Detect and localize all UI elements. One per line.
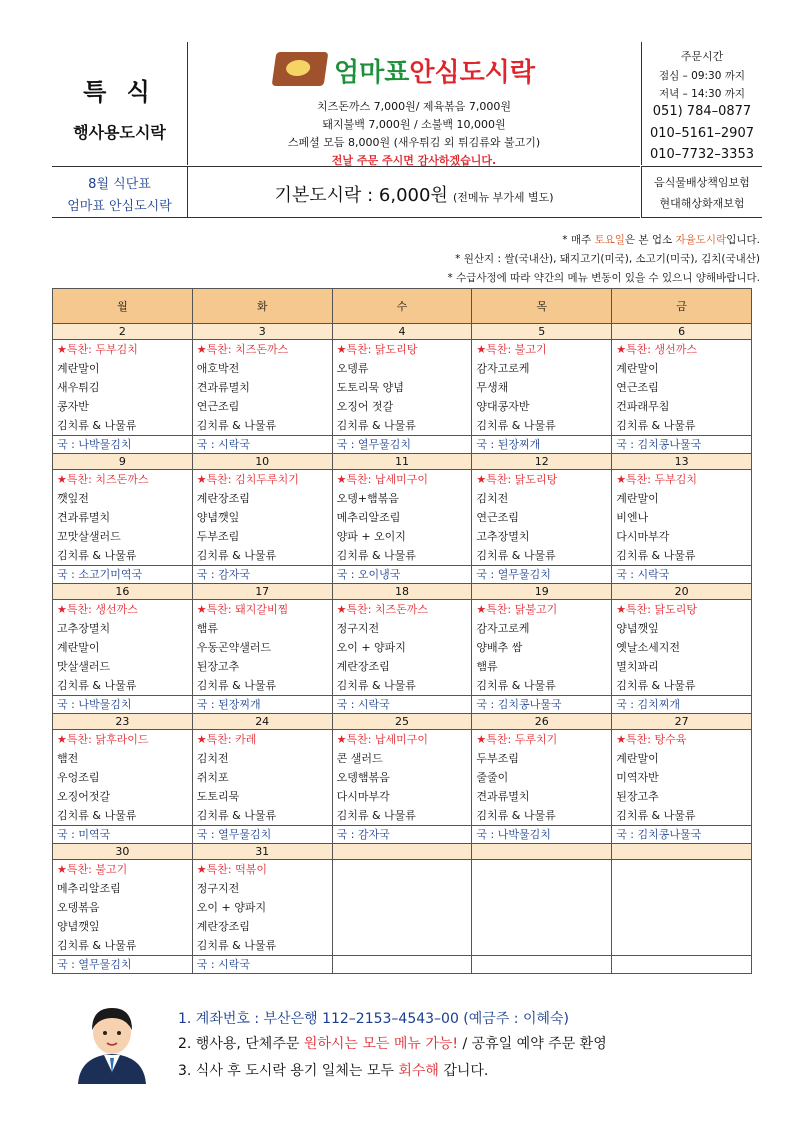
soup-cell: 국 : 김치찌개 bbox=[612, 696, 752, 714]
special-dish: ★특찬: 두루치기 bbox=[476, 733, 558, 746]
side-dish: 감자고로케 bbox=[476, 622, 530, 635]
header-left-box bbox=[52, 42, 188, 165]
special-dish: ★특찬: 납세미구이 bbox=[336, 473, 429, 486]
soup-cell bbox=[612, 956, 752, 974]
side-dish: 김치류 & 나물류 bbox=[336, 549, 416, 562]
side-dish: 김치전 bbox=[476, 492, 509, 505]
menu-cell bbox=[53, 470, 193, 566]
menu-cell bbox=[472, 470, 612, 566]
menu-cell bbox=[472, 730, 612, 826]
menu-cell bbox=[332, 600, 472, 696]
soup-row bbox=[53, 826, 752, 844]
side-dish: 김치류 & 나물류 bbox=[616, 809, 696, 822]
side-dish: 다시마부각 bbox=[336, 790, 390, 803]
side-dish: 감자고로케 bbox=[476, 362, 530, 375]
dinner-deadline: 저녁 – 14:30 까지 bbox=[658, 88, 746, 100]
date-cell bbox=[612, 844, 752, 860]
special-dish: ★특찬: 닭불고기 bbox=[476, 603, 558, 616]
soup-cell bbox=[472, 956, 612, 974]
menu-cell bbox=[53, 860, 193, 956]
month-label-box bbox=[52, 166, 188, 218]
side-dish: 양배추 쌈 bbox=[476, 641, 523, 654]
side-dish bbox=[337, 917, 472, 936]
side-dish: 계란장조림 bbox=[196, 920, 250, 933]
menu-cell bbox=[612, 340, 752, 436]
menu-cell bbox=[612, 730, 752, 826]
special-dish: ★특찬: 생선까스 bbox=[616, 343, 698, 356]
soup-cell: 국 : 나박물김치 bbox=[53, 436, 193, 454]
side-dish: 오뎅볶음 bbox=[57, 901, 100, 914]
group-order-line: 2. 행사용, 단체주문 원하시는 모든 메뉴 가능! / 공휴일 예약 주문 환영 bbox=[178, 1036, 607, 1052]
soup-cell: 국 : 된장찌개 bbox=[472, 436, 612, 454]
bank-account-line: 1. 계좌번호 : 부산은행 112–2153–4543–00 (예금주 : 이혜숙) bbox=[178, 1011, 569, 1027]
side-dish: 김치류 & 나물류 bbox=[336, 679, 416, 692]
weekday-header-row bbox=[53, 289, 752, 324]
soup-cell: 국 : 열무물김치 bbox=[472, 566, 612, 584]
date-cell: 3 bbox=[192, 324, 332, 340]
side-dish: 도토리묵 bbox=[196, 790, 240, 803]
soup-row bbox=[53, 696, 752, 714]
soup-row bbox=[53, 436, 752, 454]
side-dish: 김치류 & 나물류 bbox=[57, 549, 137, 562]
side-dish: 멸치꽈리 bbox=[616, 660, 659, 673]
side-dish: 미역자반 bbox=[616, 771, 659, 784]
side-dish: 김치류 & 나물류 bbox=[196, 549, 277, 562]
soup-cell: 국 : 시락국 bbox=[192, 436, 332, 454]
soup-cell: 국 : 된장찌개 bbox=[192, 696, 332, 714]
side-dish bbox=[337, 898, 472, 917]
side-dish: 오징어 젓갈 bbox=[336, 400, 394, 413]
menu-cell bbox=[332, 730, 472, 826]
date-cell: 2 bbox=[53, 324, 193, 340]
date-cell: 25 bbox=[332, 714, 472, 730]
date-row bbox=[53, 584, 752, 600]
side-dish bbox=[616, 879, 751, 898]
soup-cell: 국 : 미역국 bbox=[53, 826, 193, 844]
special-dish: ★특찬: 카레 bbox=[196, 733, 257, 746]
soup-cell: 국 : 김치콩나물국 bbox=[612, 436, 752, 454]
special-dish bbox=[337, 860, 472, 879]
side-dish bbox=[616, 898, 751, 917]
side-dish: 김치류 & 나물류 bbox=[616, 549, 696, 562]
note-menu-change: * 수급사정에 따라 약간의 메뉴 변동이 있을 수 있으니 양해바랍니다. bbox=[447, 272, 760, 284]
date-row bbox=[53, 454, 752, 470]
side-dish bbox=[616, 936, 751, 955]
special-dish bbox=[616, 860, 751, 879]
special-dish: ★특찬: 두부김치 bbox=[57, 343, 138, 356]
menu-cell bbox=[53, 600, 193, 696]
special-dish: ★특찬: 김치두루치기 bbox=[196, 473, 299, 486]
menu-cell bbox=[332, 340, 472, 436]
side-dish: 김치류 & 나물류 bbox=[196, 679, 277, 692]
side-dish: 콘 샐러드 bbox=[336, 752, 383, 765]
menu-row bbox=[53, 860, 752, 956]
side-dish: 애호박전 bbox=[196, 362, 240, 375]
side-dish bbox=[476, 898, 611, 917]
special-dish: ★특찬: 탕수육 bbox=[616, 733, 687, 746]
date-cell: 11 bbox=[332, 454, 472, 470]
side-dish: 양파 + 오이지 bbox=[336, 530, 406, 543]
phone-2: 010–5161–2907 bbox=[650, 126, 754, 141]
date-cell: 27 bbox=[612, 714, 752, 730]
side-dish: 계란장조림 bbox=[196, 492, 250, 505]
side-dish: 깻잎전 bbox=[57, 492, 89, 505]
menu-cell bbox=[612, 470, 752, 566]
date-cell bbox=[332, 844, 472, 860]
container-collect-line: 3. 식사 후 도시락 용기 일체는 모두 회수해 갑니다. bbox=[178, 1063, 489, 1079]
side-dish: 콩자반 bbox=[57, 400, 89, 413]
side-dish: 정구지전 bbox=[196, 882, 240, 895]
menu-cell bbox=[472, 860, 612, 956]
side-dish: 고추장멸치 bbox=[57, 622, 111, 635]
special-dish: ★특찬: 치즈돈까스 bbox=[336, 603, 429, 616]
date-cell: 20 bbox=[612, 584, 752, 600]
header-right-box bbox=[641, 42, 762, 165]
side-dish: 계란말이 bbox=[616, 362, 659, 375]
side-dish: 연근조림 bbox=[616, 381, 659, 394]
side-dish: 다시마부각 bbox=[616, 530, 670, 543]
menu-cell bbox=[612, 600, 752, 696]
brand-name: 엄마표 안심도시락 bbox=[67, 199, 172, 214]
special-dish: ★특찬: 닭도리탕 bbox=[616, 603, 698, 616]
special-dish: ★특찬: 치즈돈까스 bbox=[57, 473, 149, 486]
side-dish: 계란말이 bbox=[57, 362, 100, 375]
soup-cell: 국 : 시락국 bbox=[332, 696, 472, 714]
side-dish: 오징어젓갈 bbox=[57, 790, 111, 803]
menu-row bbox=[53, 340, 752, 436]
soup-cell: 국 : 나박물김치 bbox=[53, 696, 193, 714]
date-row bbox=[53, 714, 752, 730]
side-dish: 맛살샐러드 bbox=[57, 660, 111, 673]
side-dish: 햄류 bbox=[196, 622, 219, 635]
side-dish: 김치류 & 나물류 bbox=[336, 809, 416, 822]
soup-cell: 국 : 시락국 bbox=[612, 566, 752, 584]
brand-logo bbox=[274, 48, 564, 90]
date-cell: 4 bbox=[332, 324, 472, 340]
side-dish: 우동곤약샐러드 bbox=[196, 641, 272, 654]
side-dish: 오뎅햄볶음 bbox=[336, 771, 390, 784]
soup-cell: 국 : 열무물김치 bbox=[192, 826, 332, 844]
side-dish: 견과류멸치 bbox=[476, 790, 530, 803]
side-dish: 오이 + 양파지 bbox=[336, 641, 406, 654]
date-row bbox=[53, 844, 752, 860]
date-cell: 5 bbox=[472, 324, 612, 340]
date-cell: 26 bbox=[472, 714, 612, 730]
side-dish bbox=[337, 879, 472, 898]
special-dish: ★특찬: 불고기 bbox=[57, 863, 128, 876]
side-dish bbox=[476, 936, 611, 955]
special-dish: ★특찬: 납세미구이 bbox=[336, 733, 429, 746]
price-line-3: 스페셜 모듬 8,000원 (새우튀김 외 튀김류와 불고기) bbox=[287, 136, 541, 149]
menu-row bbox=[53, 470, 752, 566]
side-dish bbox=[616, 917, 751, 936]
insurance-line-1: 음식물배상책임보험 bbox=[654, 176, 750, 189]
date-cell: 24 bbox=[192, 714, 332, 730]
soup-cell: 국 : 감자국 bbox=[192, 566, 332, 584]
date-cell: 18 bbox=[332, 584, 472, 600]
side-dish bbox=[476, 879, 611, 898]
vat-note: (전메뉴 부가세 별도) bbox=[452, 191, 554, 204]
side-dish: 정구지전 bbox=[336, 622, 380, 635]
menu-cell bbox=[612, 860, 752, 956]
side-dish: 김치류 & 나물류 bbox=[336, 419, 416, 432]
date-cell: 13 bbox=[612, 454, 752, 470]
side-dish: 연근조림 bbox=[196, 400, 240, 413]
side-dish: 계란장조림 bbox=[336, 660, 390, 673]
side-dish: 계란말이 bbox=[616, 492, 659, 505]
side-dish: 된장고추 bbox=[616, 790, 659, 803]
order-time-title: 주문시간 bbox=[680, 50, 724, 63]
special-dish: ★특찬: 닭도리탕 bbox=[336, 343, 418, 356]
side-dish: 김치류 & 나물류 bbox=[476, 809, 556, 822]
weekday-wed: 수 bbox=[332, 289, 472, 324]
menu-calendar bbox=[52, 288, 752, 974]
side-dish: 양념깻잎 bbox=[57, 920, 100, 933]
side-dish: 메추리알조림 bbox=[336, 511, 401, 524]
lunch-deadline: 점심 – 09:30 까지 bbox=[658, 70, 746, 82]
side-dish: 김치류 & 나물류 bbox=[57, 679, 137, 692]
side-dish: 비엔나 bbox=[616, 511, 649, 524]
side-dish: 무생채 bbox=[476, 381, 509, 394]
side-dish: 계란말이 bbox=[57, 641, 100, 654]
soup-cell bbox=[332, 956, 472, 974]
side-dish: 김치류 & 나물류 bbox=[57, 939, 137, 952]
soup-cell: 국 : 시락국 bbox=[192, 956, 332, 974]
special-dish: ★특찬: 치즈돈까스 bbox=[196, 343, 289, 356]
menu-cell bbox=[53, 730, 193, 826]
weekday-thu: 목 bbox=[472, 289, 612, 324]
side-dish: 김치류 & 나물류 bbox=[196, 939, 277, 952]
special-dish: ★특찬: 두부김치 bbox=[616, 473, 698, 486]
soup-cell: 국 : 소고기미역국 bbox=[53, 566, 193, 584]
side-dish: 옛날소세지전 bbox=[616, 641, 680, 654]
date-cell: 19 bbox=[472, 584, 612, 600]
date-cell bbox=[472, 844, 612, 860]
menu-cell bbox=[332, 860, 472, 956]
soup-cell: 국 : 오이냉국 bbox=[332, 566, 472, 584]
side-dish bbox=[337, 936, 472, 955]
side-dish: 김치전 bbox=[196, 752, 229, 765]
insurance-box bbox=[641, 166, 762, 218]
special-dish: ★특찬: 떡볶이 bbox=[196, 863, 267, 876]
soup-cell: 국 : 열무물김치 bbox=[53, 956, 193, 974]
phone-1: 051) 784–0877 bbox=[652, 104, 752, 119]
side-dish: 김치류 & 나물류 bbox=[616, 679, 696, 692]
side-dish: 햄류 bbox=[476, 660, 498, 673]
side-dish: 두부조림 bbox=[196, 530, 240, 543]
side-dish: 견과류멸치 bbox=[196, 381, 250, 394]
side-dish: 양념깻잎 bbox=[616, 622, 659, 635]
menu-cell bbox=[192, 600, 332, 696]
date-cell: 12 bbox=[472, 454, 612, 470]
phone-3: 010–7732–3353 bbox=[650, 147, 754, 162]
soup-cell: 국 : 나박물김치 bbox=[472, 826, 612, 844]
date-cell: 31 bbox=[192, 844, 332, 860]
side-dish: 우엉조림 bbox=[57, 771, 100, 784]
menu-cell bbox=[472, 600, 612, 696]
basic-price-box bbox=[188, 166, 640, 218]
side-dish: 연근조림 bbox=[476, 511, 519, 524]
lunchbox-icon bbox=[272, 52, 329, 86]
special-title: 특 식 bbox=[83, 78, 156, 106]
date-row bbox=[53, 324, 752, 340]
side-dish: 새우튀김 bbox=[57, 381, 100, 394]
menu-cell bbox=[192, 730, 332, 826]
side-dish: 양념깻잎 bbox=[196, 511, 240, 524]
menu-cell bbox=[332, 470, 472, 566]
weekday-fri: 금 bbox=[612, 289, 752, 324]
special-dish: ★특찬: 닭도리탕 bbox=[476, 473, 558, 486]
side-dish: 양대콩자반 bbox=[476, 400, 530, 413]
side-dish: 김치류 & 나물류 bbox=[57, 419, 137, 432]
date-cell: 30 bbox=[53, 844, 193, 860]
menu-cell bbox=[192, 860, 332, 956]
month-menu-title: 8월 식단표 bbox=[88, 177, 151, 192]
side-dish: 김치류 & 나물류 bbox=[476, 549, 556, 562]
side-dish: 줄줄이 bbox=[476, 771, 509, 784]
event-lunchbox-label: 행사용도시락 bbox=[73, 123, 166, 142]
side-dish: 고추장멸치 bbox=[476, 530, 530, 543]
side-dish: 두부조림 bbox=[476, 752, 519, 765]
weekday-mon: 월 bbox=[53, 289, 193, 324]
soup-row bbox=[53, 566, 752, 584]
special-dish: ★특찬: 생선까스 bbox=[57, 603, 138, 616]
soup-cell: 국 : 감자국 bbox=[332, 826, 472, 844]
side-dish: 김치류 & 나물류 bbox=[57, 809, 137, 822]
side-dish: 햄전 bbox=[57, 752, 79, 765]
side-dish: 메추리알조림 bbox=[57, 882, 121, 895]
staff-avatar-icon bbox=[72, 1000, 152, 1084]
date-cell: 17 bbox=[192, 584, 332, 600]
price-line-1: 치즈돈까스 7,000원/ 제육볶음 7,000원 bbox=[316, 100, 512, 113]
menu-cell bbox=[192, 470, 332, 566]
date-cell: 10 bbox=[192, 454, 332, 470]
menu-row bbox=[53, 600, 752, 696]
date-cell: 9 bbox=[53, 454, 193, 470]
soup-cell: 국 : 김치콩나물국 bbox=[472, 696, 612, 714]
soup-cell: 국 : 김치콩나물국 bbox=[612, 826, 752, 844]
date-cell: 16 bbox=[53, 584, 193, 600]
date-cell: 23 bbox=[53, 714, 193, 730]
header-center-box bbox=[188, 42, 640, 165]
special-dish: ★특찬: 돼지갈비찜 bbox=[196, 603, 289, 616]
menu-row bbox=[53, 730, 752, 826]
side-dish: 김치류 & 나물류 bbox=[476, 679, 556, 692]
soup-row bbox=[53, 956, 752, 974]
special-dish: ★특찬: 불고기 bbox=[476, 343, 547, 356]
menu-cell bbox=[472, 340, 612, 436]
side-dish: 견과류멸치 bbox=[57, 511, 111, 524]
side-dish: 도토리묵 양념 bbox=[336, 381, 404, 394]
menu-cell bbox=[192, 340, 332, 436]
special-dish: ★특찬: 닭후라이드 bbox=[57, 733, 149, 746]
note-origin: * 원산지 : 쌀(국내산), 돼지고기(미국), 소고기(미국), 김치(국내산) bbox=[455, 253, 760, 265]
basic-price: 기본도시락 : 6,000원 bbox=[274, 185, 448, 206]
weekday-tue: 화 bbox=[192, 289, 332, 324]
side-dish: 오뎅류 bbox=[336, 362, 369, 375]
insurance-line-2: 현대해상화재보험 bbox=[659, 197, 745, 210]
soup-cell: 국 : 열무물김치 bbox=[332, 436, 472, 454]
side-dish bbox=[476, 917, 611, 936]
side-dish: 계란말이 bbox=[616, 752, 659, 765]
order-notice: 전날 주문 주시면 감사하겠습니다. bbox=[331, 154, 497, 167]
special-dish bbox=[476, 860, 611, 879]
side-dish: 건파래무침 bbox=[616, 400, 670, 413]
side-dish: 김치류 & 나물류 bbox=[196, 419, 277, 432]
side-dish: 된장고추 bbox=[196, 660, 240, 673]
side-dish: 오이 + 양파지 bbox=[196, 901, 267, 914]
side-dish: 꼬맛살샐러드 bbox=[57, 530, 121, 543]
side-dish: 김치류 & 나물류 bbox=[616, 419, 696, 432]
price-line-2: 돼지불백 7,000원 / 소불백 10,000원 bbox=[322, 118, 506, 131]
date-cell: 6 bbox=[612, 324, 752, 340]
menu-cell bbox=[53, 340, 193, 436]
side-dish: 김치류 & 나물류 bbox=[476, 419, 556, 432]
side-dish: 쥐치포 bbox=[196, 771, 229, 784]
side-dish: 오뎅+햄볶음 bbox=[336, 492, 399, 505]
logo-text: 엄마표안심도시락 bbox=[334, 58, 535, 88]
note-saturday: * 매주 토요일은 본 업소 자율도시락입니다. bbox=[562, 234, 760, 246]
side-dish: 김치류 & 나물류 bbox=[196, 809, 277, 822]
